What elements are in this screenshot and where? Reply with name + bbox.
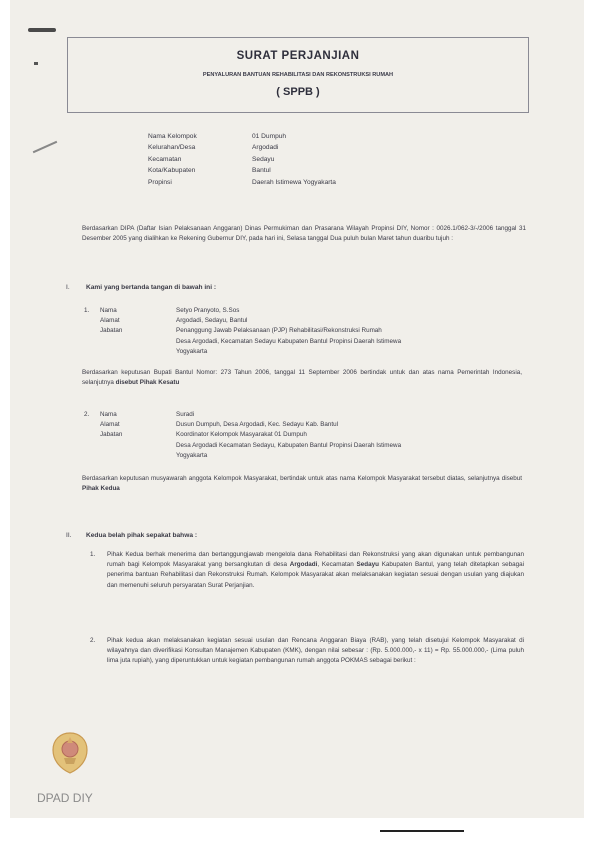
info-row <box>148 131 336 142</box>
basis-text: Berdasarkan keputusan Bupati Bantul Nomor: 273 Tahun 2006, tanggal 11 September 2006 bertindak untuk dan atas nama Pemerintah Indonesia, selanjutnya <box>82 369 522 387</box>
info-value: Bantul <box>252 167 271 175</box>
agreement-item-2 <box>90 636 524 667</box>
text-run: Pihak Kedua berhak menerima dan bertanggungjawab mengelola dana Rehabilitasi dan Rekonstruksi yang akan digunakan untuk pembangunan rumah bagi Kelompok Masyarakat yang bersangkutan di desa <box>107 551 524 569</box>
text-run: Kabupaten Bantul, yang telah ditetapkan sebagai penerima bantuan Rehabilitasi dan Rekonstruksi Rumah. Kelompok Masyarakat akan melaksanakan kegiatan sesuai dengan usulan yang diajukan dan memenuhi seluruh persyaratan Surat Perjanjian. <box>107 561 525 589</box>
info-row <box>148 165 336 176</box>
info-row <box>148 177 336 188</box>
field-label: Nama <box>100 307 117 314</box>
field-label: Jabatan <box>100 431 123 439</box>
party-2-basis <box>82 474 522 494</box>
scan-artifact <box>34 62 38 65</box>
basis-text: Berdasarkan keputusan musyawarah anggota Kelompok Masyarakat, bertindak untuk atas nama Kelompok Masyarakat tersebut diatas, selanjutnya disebut <box>82 475 522 482</box>
info-row <box>148 142 336 153</box>
info-value: Argodadi <box>252 144 279 152</box>
field-label: Jabatan <box>100 327 123 335</box>
district-name: Sedayu <box>356 561 379 569</box>
info-label: Kecamatan <box>148 155 182 163</box>
party-position: Koordinator Kelompok Masyarakat 01 Dumpuh <box>176 431 307 439</box>
party-address: Argodadi, Sedayu, Bantul <box>176 317 248 325</box>
party-designation: Pihak Kedua <box>82 485 120 493</box>
info-value: Daerah Istimewa Yogyakarta <box>252 178 336 186</box>
document-page <box>10 0 584 818</box>
agreement-item-1 <box>90 550 524 591</box>
item-number: 2. <box>90 637 96 644</box>
party-number: 2. <box>84 411 90 418</box>
text-run: , Kecamatan <box>317 561 354 569</box>
info-label: Kota/Kabupaten <box>148 167 196 175</box>
group-info <box>148 131 336 188</box>
party-position: Desa Argodadi, Kecamatan Sedayu Kabupaten Bantul Propinsi Daerah Istimewa <box>176 337 402 345</box>
party-position: Yogyakarta <box>176 451 208 459</box>
party-2 <box>84 410 525 461</box>
document-header <box>67 37 529 113</box>
party-position: Yogyakarta <box>176 347 208 355</box>
info-label: Propinsi <box>148 178 172 186</box>
section-number: I. <box>66 284 70 291</box>
party-position: Desa Argodadi Kecamatan Sedayu, Kabupaten Bantul Propinsi Daerah Istimewa <box>176 441 402 449</box>
village-name: Argodadi <box>289 561 318 569</box>
info-row <box>148 154 336 165</box>
info-label: Nama Kelompok <box>148 133 197 140</box>
party-number: 1. <box>84 307 90 314</box>
field-label: Nama <box>100 411 117 418</box>
section-2-heading <box>66 532 197 539</box>
section-1-heading <box>66 284 216 291</box>
document-abbreviation: ( SPPB ) <box>276 86 320 98</box>
item-text <box>107 550 524 591</box>
section-heading-text: Kedua belah pihak sepakat bahwa : <box>86 532 198 539</box>
regional-emblem-logo <box>50 731 90 775</box>
divider <box>380 830 464 832</box>
info-value: Sedayu <box>252 155 275 163</box>
section-number: II. <box>66 532 72 539</box>
party-position: Penanggung Jawab Pelaksanaan (PJP) Rehabilitasi/Rekonstruksi Rumah <box>176 327 382 335</box>
info-value: 01 Dumpuh <box>252 133 287 140</box>
scan-artifact <box>28 28 56 32</box>
document-subtitle: PENYALURAN BANTUAN REHABILITASI DAN REKONSTRUKSI RUMAH <box>202 72 394 78</box>
intro-paragraph: Berdasarkan DIPA (Daftar Isian Pelaksanaan Anggaran) Dinas Permukiman dan Prasarana Wilayah Propinsi DIY, Nomor : 0026.1/062-3/-/2006 tanggal 31 Desember 2005 yang dialihkan ke Rekening Gubernur DIY, pada hari ini, Selasa tanggal Dua puluh bulan Maret tahun duaribu tujuh : <box>82 225 526 243</box>
item-text: Pihak kedua akan melaksanakan kegiatan sesuai usulan dan Rencana Anggaran Biaya (RAB), yang telah disetujui Kelompok Masyarakat di wilayahnya dan diverifikasi Konsultan Manajemen Kabupaten (KMK), dengan nilai sebesar : (Rp. 5.000.000,- x 11) = Rp. 55.000.000,- (Lima puluh lima juta rupiah), yang diperuntukkan untuk kegiatan pembangunan rumah anggota POKMAS sebagai berikut : <box>107 637 524 665</box>
archive-watermark: DPAD DIY <box>37 791 93 805</box>
party-name: Setyo Pranyoto, S.Sos <box>176 307 240 314</box>
document-title: SURAT PERJANJIAN <box>236 50 360 62</box>
section-heading-text: Kami yang bertanda tangan di bawah ini : <box>86 284 217 291</box>
info-label: Kelurahan/Desa <box>148 144 196 152</box>
party-1-basis <box>82 368 522 388</box>
party-designation: disebut Pihak Kesatu <box>115 379 180 387</box>
party-address: Dusun Dumpuh, Desa Argodadi, Kec. Sedayu Kab. Bantul <box>176 421 339 429</box>
item-number: 1. <box>90 551 96 558</box>
party-1 <box>84 306 525 357</box>
field-label: Alamat <box>100 317 120 325</box>
party-name: Suradi <box>176 411 195 418</box>
field-label: Alamat <box>100 421 120 429</box>
